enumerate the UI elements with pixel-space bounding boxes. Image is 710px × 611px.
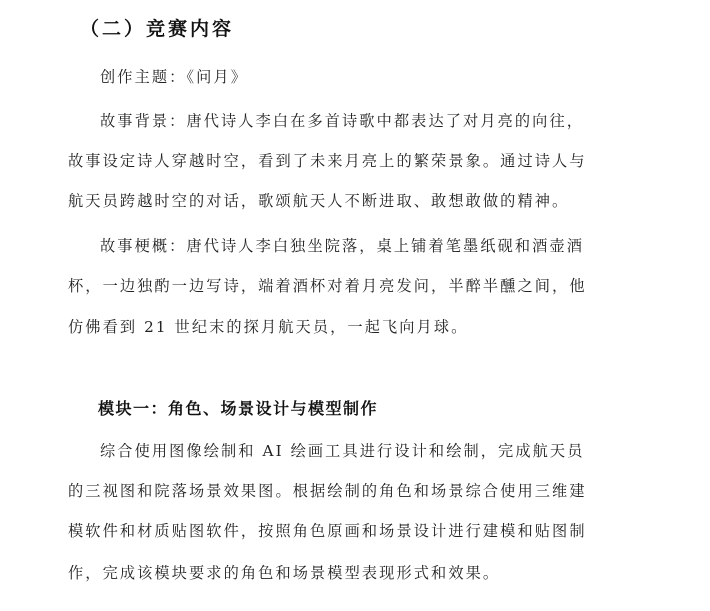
- synopsis-line-2: 杯，一边独酌一边写诗，端着酒杯对着月亮发问，半醉半醺之间，他: [68, 277, 587, 295]
- module-1-title: 模块一：角色、场景设计与模型制作: [98, 399, 379, 418]
- section-title: （二）竞赛内容: [80, 18, 235, 40]
- module-1-line-4: 作，完成该模块要求的角色和场景模型表现形式和效果。: [68, 564, 501, 582]
- module-1-line-1: 综合使用图像绘制和 AI 绘画工具进行设计和绘制，完成航天员: [100, 442, 585, 460]
- module-1-line-2: 的三视图和院落场景效果图。根据绘制的角色和场景综合使用三维建: [68, 482, 587, 500]
- background-line-2: 故事设定诗人穿越时空，看到了未来月亮上的繁荣景象。通过诗人与: [68, 152, 587, 170]
- synopsis-line-1: 故事梗概：唐代诗人李白独坐院落，桌上铺着笔墨纸砚和酒壶酒: [100, 237, 585, 255]
- module-1-line-3: 模软件和材质贴图软件，按照角色原画和场景设计进行建模和贴图制: [68, 522, 587, 540]
- background-line-1: 故事背景：唐代诗人李白在多首诗歌中都表达了对月亮的向往，: [100, 112, 585, 130]
- background-line-3: 航天员跨越时空的对话，歌颂航天人不断进取、敢想敢做的精神。: [68, 192, 570, 210]
- theme-line: 创作主题：《问月》: [100, 68, 248, 86]
- synopsis-line-3: 仿佛看到 21 世纪末的探月航天员，一起飞向月球。: [68, 318, 469, 336]
